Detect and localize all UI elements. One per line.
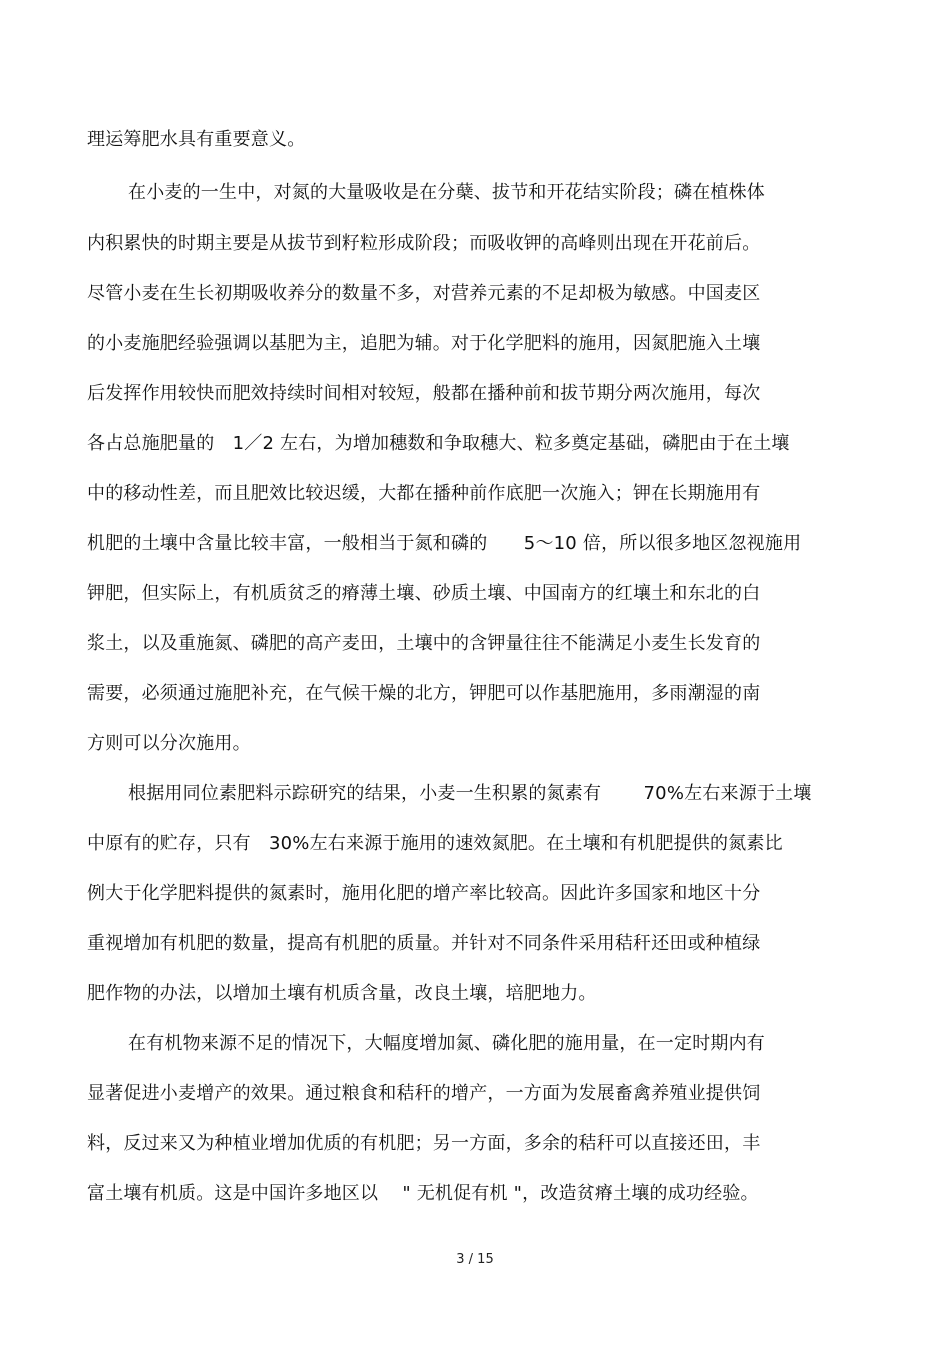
text-line: 内积累快的时期主要是从拔节到籽粒形成阶段；而吸收钾的高峰则出现在开花前后。 bbox=[87, 233, 761, 254]
text-line: 尽管小麦在生长初期吸收养分的数量不多，对营养元素的不足却极为敏感。中国麦区 bbox=[87, 283, 761, 304]
text-line: 后发挥作用较快而肥效持续时间相对较短，般都在播种前和拔节期分两次施用，每次 bbox=[87, 383, 761, 404]
text-line: 例大于化学肥料提供的氮素时，施用化肥的增产率比较高。因此许多国家和地区十分 bbox=[87, 883, 761, 904]
text-line: 浆土，以及重施氮、磷肥的高产麦田，土壤中的含钾量往往不能满足小麦生长发育的 bbox=[87, 633, 761, 654]
text-line: 理运筹肥水具有重要意义。 bbox=[87, 129, 306, 150]
paragraph-first-line: 在小麦的一生中，对氮的大量吸收是在分蘖、拔节和开花结实阶段；磷在植株体 bbox=[128, 182, 765, 203]
text-line: 中的移动性差，而且肥效比较迟缓，大都在播种前作底肥一次施入；钾在长期施用有 bbox=[87, 483, 761, 504]
text-line: 显著促进小麦增产的效果。通过粮食和秸秆的增产，一方面为发展畜禽养殖业提供饲 bbox=[87, 1083, 761, 1104]
paragraph-first-line: 根据用同位素肥料示踪研究的结果，小麦一生积累的氮素有 70%左右来源于土壤 bbox=[128, 783, 812, 804]
text-line: 的小麦施肥经验强调以基肥为主，追肥为辅。对于化学肥料的施用，因氮肥施入土壤 bbox=[87, 333, 761, 354]
text-line: 中原有的贮存，只有 30%左右来源于施用的速效氮肥。在土壤和有机肥提供的氮素比 bbox=[87, 833, 783, 854]
page-number: 3 / 15 bbox=[456, 1252, 494, 1267]
text-line: 需要，必须通过施肥补充，在气候干燥的北方，钾肥可以作基肥施用，多雨潮湿的南 bbox=[87, 683, 761, 704]
text-line: 钾肥，但实际上，有机质贫乏的瘠薄土壤、砂质土壤、中国南方的红壤土和东北的白 bbox=[87, 583, 761, 604]
text-line: 料，反过来又为种植业增加优质的有机肥；另一方面，多余的秸秆可以直接还田，丰 bbox=[87, 1133, 761, 1154]
text-line: 富土壤有机质。这是中国许多地区以 " 无机促有机 "，改造贫瘠土壤的成功经验。 bbox=[87, 1183, 759, 1204]
paragraph-first-line: 在有机物来源不足的情况下，大幅度增加氮、磷化肥的施用量，在一定时期内有 bbox=[128, 1033, 765, 1054]
text-line: 重视增加有机肥的数量，提高有机肥的质量。并针对不同条件采用秸秆还田或种植绿 bbox=[87, 933, 761, 954]
text-line: 机肥的土壤中含量比较丰富，一般相当于氮和磷的 5～10 倍，所以很多地区忽视施用 bbox=[87, 533, 802, 554]
text-line: 各占总施肥量的 1／2 左右，为增加穗数和争取穗大、粒多奠定基础，磷肥由于在土壤 bbox=[87, 433, 790, 454]
text-line: 肥作物的办法，以增加土壤有机质含量，改良土壤，培肥地力。 bbox=[87, 983, 597, 1004]
text-line: 方则可以分次施用。 bbox=[87, 733, 251, 754]
